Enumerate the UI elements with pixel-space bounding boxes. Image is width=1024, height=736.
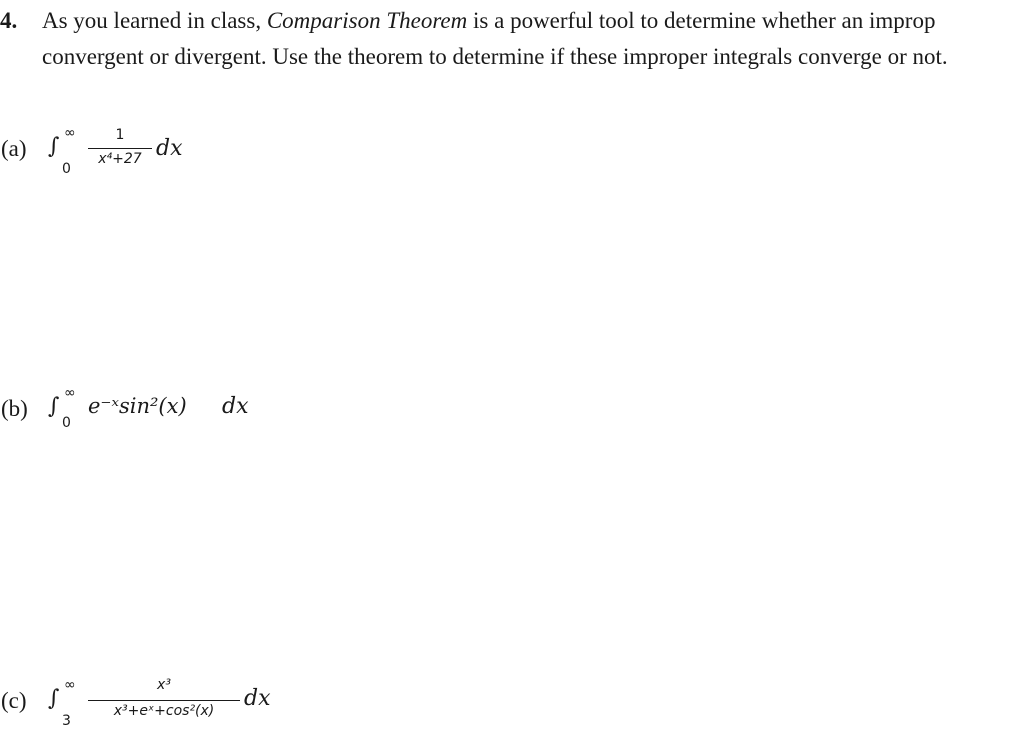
denominator-a: x⁴+27 [98,151,142,167]
integral-sign-b: ∫ [48,394,60,419]
theorem-name: Comparison Theorem [266,8,468,33]
part-c-label: (c) [1,688,27,713]
integral-sign-c: ∫ [48,686,60,711]
upper-limit-b: ∞ [64,385,76,401]
problem-statement-line-2: convergent or divergent. Use the theorem to determine if these improper integrals converge or not. [42,44,948,69]
numerator-a: 1 [115,127,125,143]
upper-limit-c: ∞ [64,677,76,693]
numerator-c: x³ [157,677,171,693]
problem-statement-line-1 [0,9,935,32]
differential-a: dx [156,136,183,161]
fraction-bar-c [88,700,240,701]
lower-limit-a: 0 [62,161,71,177]
problem-number: 4. [0,8,18,33]
statement-text-pre: As you learned in class, [42,8,267,33]
denominator-c: x³+eˣ+cos²(x) [113,703,215,719]
lower-limit-c: 3 [62,713,71,729]
statement-text-post: is a powerful tool to determine whether an improp [467,8,936,33]
fraction-bar-a [88,148,152,149]
upper-limit-a: ∞ [64,125,76,141]
lower-limit-b: 0 [62,415,71,431]
differential-b: dx [222,394,249,419]
part-b-label: (b) [1,396,28,421]
integrand-b: e⁻ˣsin²(x) [88,394,187,418]
part-a-label: (a) [1,136,27,161]
differential-c: dx [244,686,271,711]
integral-sign-a: ∫ [48,134,60,159]
